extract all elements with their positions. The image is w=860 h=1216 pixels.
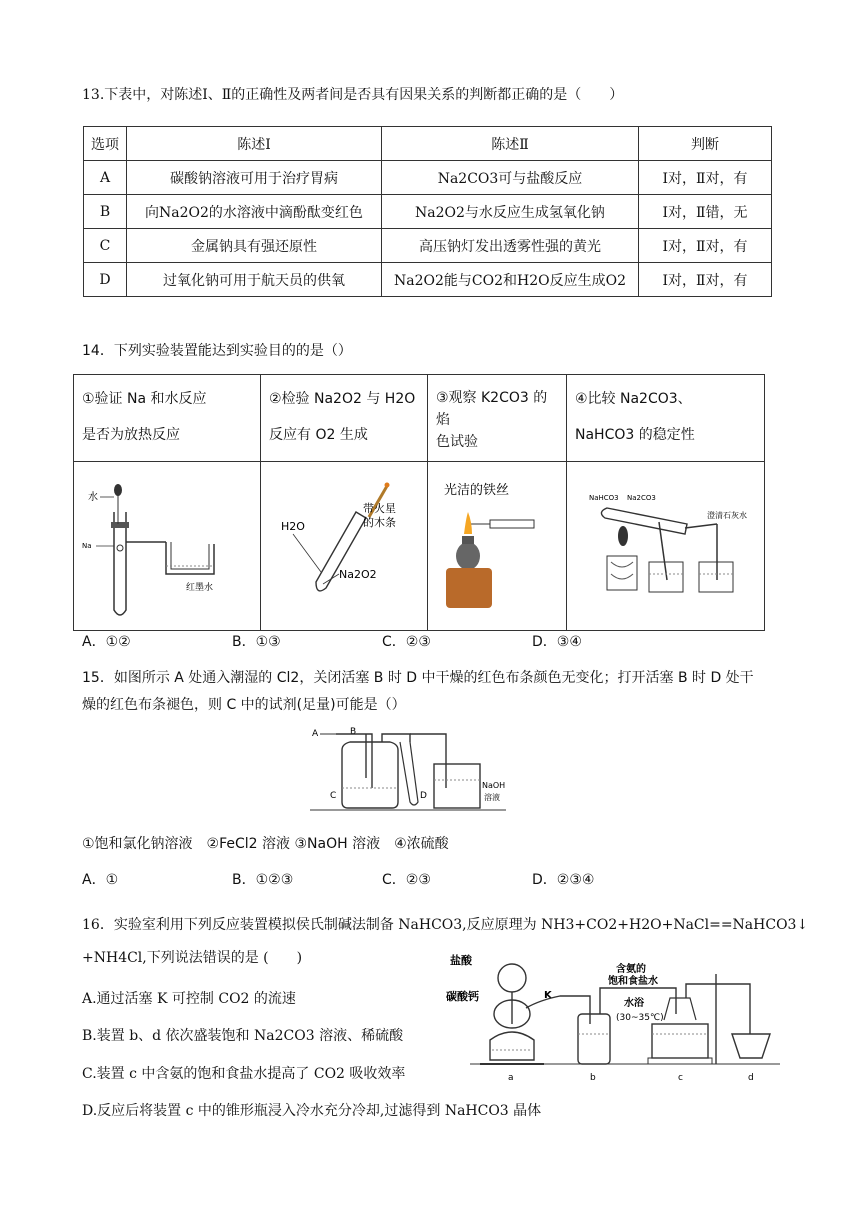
- label-brine-1: 含氨的: [616, 964, 646, 975]
- table-cell: Ⅰ对，Ⅱ对，有: [639, 161, 772, 195]
- q16-option-d: D.反应后将装置 c 中的锥形瓶浸入冷水充分冷却,过滤得到 NaHCO3 晶体: [82, 1103, 542, 1119]
- apparatus-1: [74, 462, 260, 626]
- q15-option-d: D．②③④: [532, 872, 595, 888]
- q15-apparatus: [310, 722, 520, 814]
- q13-table: [83, 126, 772, 297]
- apparatus-2: [261, 462, 427, 626]
- table-cell: C: [84, 229, 127, 263]
- label-h2o: H2O: [281, 520, 305, 533]
- q16-option-a: A.通过活塞 K 可控制 CO2 的流速: [82, 991, 296, 1007]
- label-red-ink: 红墨水: [186, 583, 214, 593]
- q15-option-b: B．①②③: [232, 872, 294, 888]
- label-b: b: [590, 1073, 596, 1083]
- q15-option-a: A．①: [82, 872, 119, 888]
- q14-option-c: C．②③: [382, 634, 431, 650]
- table-cell: A: [84, 161, 127, 195]
- q16-stem-line1: 16．实验室利用下列反应装置模拟侯氏制碱法制备 NaHCO3,反应原理为 NH3+CO2+H2O+NaCl==NaHCO3↓: [82, 917, 809, 933]
- label-k: K: [544, 990, 552, 1001]
- label-solution: 溶液: [484, 793, 500, 802]
- label-ember-2: 的木条: [363, 516, 396, 529]
- figure-cell: [261, 462, 428, 631]
- q14-stem: 14．下列实验装置能达到实验目的的是（）: [82, 343, 352, 359]
- label-hcl: 盐酸: [450, 954, 472, 967]
- label-c: c: [678, 1073, 683, 1083]
- figure-cell: [428, 462, 567, 631]
- table-row: [74, 375, 765, 462]
- label-nahco3: NaHCO3: [589, 494, 619, 502]
- table-cell: 金属钠具有强还原性: [127, 229, 382, 263]
- q14-option-b: B．①③: [232, 634, 281, 650]
- figure-cell: [74, 462, 261, 631]
- table-row: [84, 195, 772, 229]
- label-brine-2: 饱和食盐水: [608, 976, 658, 987]
- label-wire: 光洁的铁丝: [444, 483, 510, 498]
- table-row: [84, 263, 772, 297]
- q14-option-a: A．①②: [82, 634, 131, 650]
- table-cell: ③观察 K2CO3 的焰 色试验: [428, 375, 567, 462]
- label-a: a: [508, 1073, 514, 1083]
- header-cell: 选项: [84, 127, 127, 161]
- label-limewater: 澄清石灰水: [707, 511, 747, 520]
- label-bath-temp: (30~35℃): [616, 1013, 664, 1023]
- q15-option-c: C．②③: [382, 872, 431, 888]
- table-cell: Na2O2与水反应生成氢氧化钠: [382, 195, 639, 229]
- label-bath: 水浴: [624, 998, 644, 1009]
- q14-option-d: D．③④: [532, 634, 582, 650]
- q15-stem-line2: 燥的红色布条褪色，则 C 中的试剂(足量)可能是（）: [82, 697, 406, 713]
- label-a: A: [312, 729, 319, 739]
- header-cell: 判断: [639, 127, 772, 161]
- q14-table: [73, 374, 765, 631]
- q15-reagents: ①饱和氯化钠溶液 ②FeCl2 溶液 ③NaOH 溶液 ④浓硫酸: [82, 836, 449, 852]
- table-cell: ④比较 Na2CO3、 NaHCO3 的稳定性: [567, 375, 765, 462]
- table-cell: 过氧化钠可用于航天员的供氧: [127, 263, 382, 297]
- q15-stem-line1: 15．如图所示 A 处通入潮湿的 Cl2，关闭活塞 B 时 D 中干燥的红色布条颜色无变化；打开活塞 B 时 D 处干: [82, 670, 754, 686]
- figure-cell: [567, 462, 765, 631]
- label-b: B: [350, 727, 357, 737]
- table-row: [84, 127, 772, 161]
- table-cell: Na2O2能与CO2和H2O反应生成O2: [382, 263, 639, 297]
- table-cell: 高压钠灯发出透雾性强的黄光: [382, 229, 639, 263]
- q13-stem: 13.下表中，对陈述Ⅰ、Ⅱ的正确性及两者间是否具有因果关系的判断都正确的是（ ）: [82, 87, 624, 103]
- apparatus-3: [428, 462, 566, 626]
- label-d: D: [420, 791, 427, 801]
- label-na2co3: Na2CO3: [627, 494, 656, 502]
- table-row: [84, 161, 772, 195]
- header-cell: 陈述Ⅱ: [382, 127, 639, 161]
- apparatus-4: [567, 462, 764, 626]
- table-cell: B: [84, 195, 127, 229]
- label-na2o2: Na2O2: [339, 568, 377, 581]
- table-cell: 碳酸钠溶液可用于治疗胃病: [127, 161, 382, 195]
- q16-option-b: B.装置 b、d 依次盛装饱和 Na2CO3 溶液、稀硫酸: [82, 1028, 404, 1044]
- table-row: [84, 229, 772, 263]
- table-cell: ②检验 Na2O2 与 H2O 反应有 O2 生成: [261, 375, 428, 462]
- table-cell: Na2CO3可与盐酸反应: [382, 161, 639, 195]
- table-cell: ①验证 Na 和水反应 是否为放热反应: [74, 375, 261, 462]
- header-cell: 陈述Ⅰ: [127, 127, 382, 161]
- label-naoh: NaOH: [482, 781, 506, 790]
- label-caco3: 碳酸钙: [446, 990, 479, 1003]
- q16-option-c: C.装置 c 中含氨的饱和食盐水提高了 CO2 吸收效率: [82, 1066, 406, 1082]
- label-d: d: [748, 1073, 754, 1083]
- label-water: 水: [88, 492, 98, 503]
- table-cell: 向Na2O2的水溶液中滴酚酞变红色: [127, 195, 382, 229]
- label-ember: 带火星: [363, 502, 396, 515]
- table-cell: Ⅰ对，Ⅱ错，无: [639, 195, 772, 229]
- table-cell: D: [84, 263, 127, 297]
- q16-apparatus: [440, 954, 780, 1086]
- q16-stem-line2: +NH4Cl,下列说法错误的是 ( ): [82, 950, 303, 966]
- label-c: C: [330, 791, 337, 801]
- table-cell: Ⅰ对，Ⅱ对，有: [639, 263, 772, 297]
- table-cell: Ⅰ对，Ⅱ对，有: [639, 229, 772, 263]
- table-row: [74, 462, 765, 631]
- label-na: Na: [82, 542, 92, 550]
